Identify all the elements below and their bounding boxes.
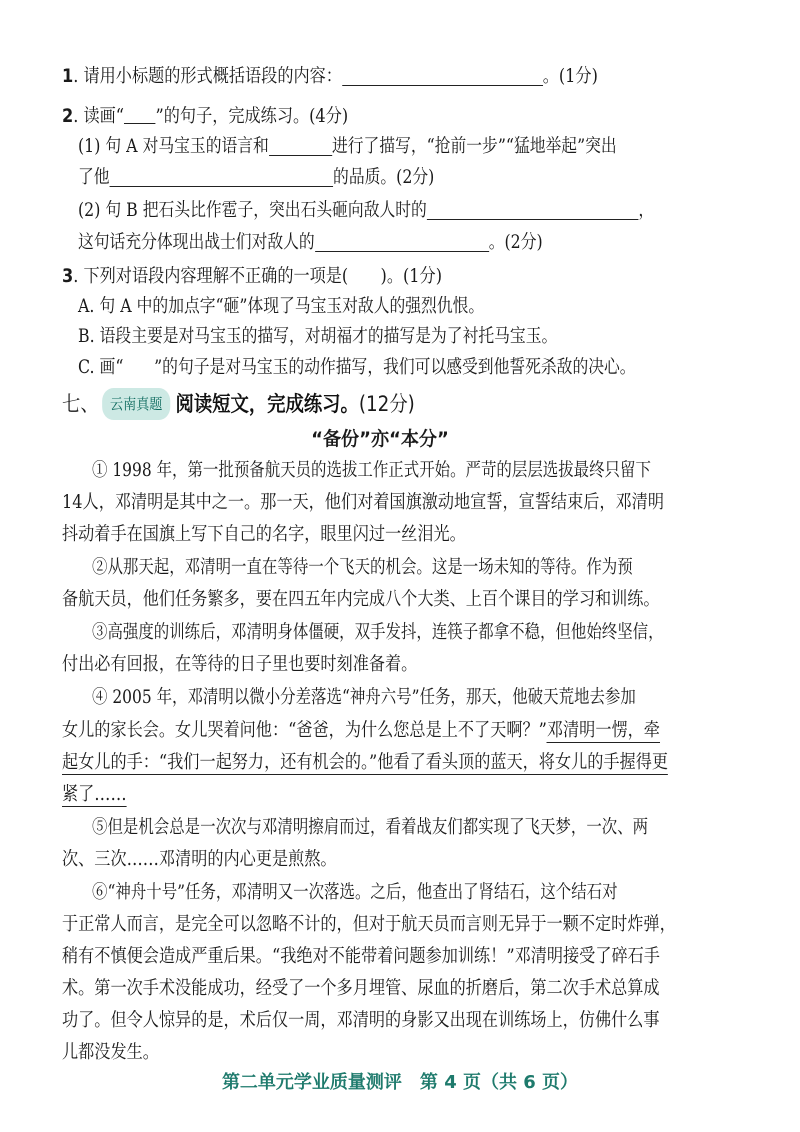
sub-question-text: 了他 [78,167,110,188]
sub-question-text: 。(2分) [488,232,543,253]
paragraph-6-line: 儿都没发生。 [62,1042,159,1063]
section-label: 七、 [62,392,99,416]
paragraph-6-line: 术。第一次手术没能成功，经受了一个多月埋管、尿血的折磨后，第二次手术总算成 [62,978,660,999]
paragraph-6-line: ⑥“神舟十号”任务，邓清明又一次落选。之后，他查出了肾结石，这个结石对 [92,882,618,903]
paragraph-1-line: 抖动着手在国旗上写下自己的名字，眼里闪过一丝泪光。 [62,524,466,545]
paragraph-4-line [62,748,760,778]
paragraph-6-line: 功了。但令人惊异的是，术后仅一周，邓清明的身影又出现在训练场上，仿佛什么事 [62,1010,660,1031]
question-text: . 下列对语段内容理解不正确的一项是( )。(1分) [73,266,443,287]
option-c[interactable] [78,353,760,383]
passage-text: 女儿的家长会。女儿哭着问他：“爸爸，为什么您总是上不了天啊？” [62,720,547,741]
underlined-sentence: 邓清明一愣，牵 [546,720,660,741]
passage-title: “备份”亦“本分” [311,428,449,450]
question-text: . 读画“ [73,106,125,127]
paragraph-2-line: 备航天员，他们任务繁多，要在四五年内完成八个大类、上百个课目的学习和训练。 [62,589,660,610]
answer-blank[interactable] [110,166,333,187]
sub-question-text: 的品质。(2分) [333,167,435,188]
q2-sub1-line1 [78,132,760,162]
underlined-sentence: 紧了…… [62,784,127,805]
sub-question-text: 进行了描写，“抢前一步”“猛地举起”突出 [331,136,617,157]
paragraph-6-line: 于正常人而言，是完全可以忽略不计的，但对于航天员而言则无异于一颗不定时炸弹， [62,914,676,935]
source-badge: 云南真题 [102,388,170,420]
question-1 [62,62,760,92]
paragraph-4-line [62,780,760,810]
option-text: C. 画“ [78,357,124,378]
sub-question-text: (2) 句 B 把石头比作雹子，突出石头砸向敌人时的 [78,200,427,221]
q2-sub2-line1 [78,196,760,226]
question-3 [62,262,760,292]
paragraph-3-line: ③高强度的训练后，邓清明身体僵硬，双手发抖，连筷子都拿不稳，但他始终坚信， [92,622,664,643]
option-a[interactable] [78,292,760,322]
q2-sub1-line2 [78,163,760,193]
paragraph-3-line: 付出必有回报，在等待的日子里也要时刻准备着。 [62,654,418,675]
sub-question-text: (1) 句 A 对马宝玉的语言和 [78,136,269,157]
answer-blank[interactable] [269,135,332,156]
line-sample [124,103,155,124]
paragraph-2-line: ②从那天起，邓清明一直在等待一个飞天的机会。这是一场未知的等待。作为预 [92,557,633,578]
option-text: ”的句子是对马宝玉的动作描写，我们可以感受到他誓死杀敌的决心。 [154,357,636,378]
question-2 [62,102,760,132]
page-footer: 第二单元学业质量测评 第 4 页（共 6 页） [221,1072,579,1093]
paragraph-1-line: ① 1998 年，第一批预备航天员的选拔工作正式开始。严苛的层层选拔最终只留下 [92,460,651,481]
sub-question-text: 这句话充分体现出战士们对敌人的 [78,232,315,253]
answer-blank[interactable] [342,65,543,86]
option-text: B. 语段主要是对马宝玉的描写，对胡福才的描写是为了衬托马宝玉。 [78,326,558,347]
option-text: A. 句 A 中的加点字“砸”体现了马宝玉对敌人的强烈仇恨。 [78,296,485,317]
question-number: 3 [62,266,74,287]
wavy-line-sample [123,353,154,383]
question-number: 1 [62,66,74,87]
answer-blank[interactable] [427,199,639,220]
section-7-header [62,388,760,420]
paragraph-4-line [62,716,760,746]
paragraph-5-line: ⑤但是机会总是一次次与邓清明擦肩而过，看着战友们都实现了飞天梦，一次、两 [92,817,649,838]
q2-sub2-line2 [78,228,760,258]
section-title: 阅读短文，完成练习。 [175,392,359,416]
option-b[interactable] [78,322,760,352]
question-text: . 请用小标题的形式概括语段的内容： [73,66,342,87]
question-number: 2 [62,106,74,127]
paragraph-1-line: 14人，邓清明是其中之一。那一天，他们对着国旗激动地宣誓，宣誓结束后，邓清明 [62,492,664,513]
answer-blank[interactable] [315,231,489,252]
underlined-sentence: 起女儿的手：“我们一起努力，还有机会的。”他看了看头顶的蓝天，将女儿的手握得更 [62,752,669,773]
paragraph-6-line: 稍有不慎便会造成严重后果。“我绝对不能带着问题参加训练！”邓清明接受了碎石手 [62,946,660,967]
paragraph-4-line: ④ 2005 年，邓清明以微小分差落选“神舟六号”任务，那天，他破天荒地去参加 [92,687,636,708]
sub-question-text: ， [638,200,655,221]
question-text: ”的句子，完成练习。(4分) [155,106,349,127]
paragraph-5-line: 次、三次……邓清明的内心更是煎熬。 [62,849,337,870]
section-score: (12分) [358,392,415,416]
score-text: 。(1分) [542,66,598,87]
